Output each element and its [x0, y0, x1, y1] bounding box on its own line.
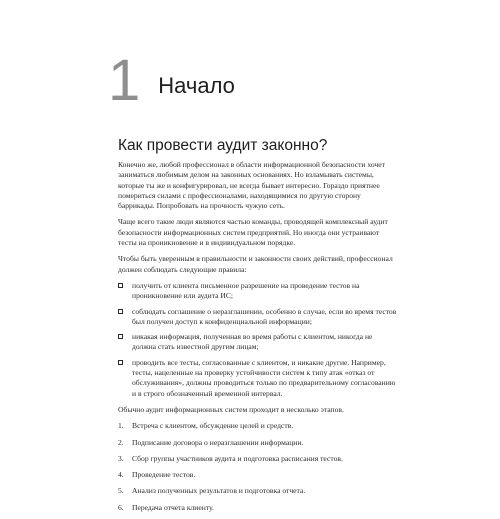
list-item-text: получить от клиента письменное разрешение на проведение тестов на проникновение или аудита ИС; [132, 280, 360, 301]
checkbox-bullet-icon [118, 283, 123, 288]
step-text: Передача отчета клиенту. [132, 502, 214, 512]
section-title: Как провести аудит законно? [118, 137, 328, 154]
step-text: Проведение тестов. [132, 470, 196, 480]
list-item [118, 454, 398, 464]
checkbox-bullet-icon [118, 334, 123, 339]
paragraph: Чтобы быть уверенным в правильности и законности своих действий, профессионал должен соблюдать следующие правила: [118, 254, 393, 274]
stages-list [118, 421, 398, 513]
checkbox-bullet-icon [118, 360, 123, 365]
paragraph: Обычно аудит информационных систем проходит в несколько этапов. [118, 404, 344, 414]
step-number: 5. [118, 486, 124, 496]
list-item [118, 470, 398, 480]
list-item [118, 281, 398, 302]
step-number: 2. [118, 437, 124, 447]
list-item-text: проводить все тесты, согласованные с клиентом, и никакие другие. Например, тесты, нацеленные на проверку устойчивости систем к типу атак «отказ от обслуживания», должны проводиться только по предварительному согласованию и в строго обозначенный временной интервал. [132, 357, 396, 398]
step-number: 6. [118, 502, 124, 512]
chapter-heading [108, 48, 235, 113]
list-item-text: никакая информация, полученная во время работы с клиентом, никогда не должна стать известной другим лицам; [132, 332, 373, 352]
chapter-number: 1 [108, 48, 141, 113]
step-text: Сбор группы участников аудита и подготовка расписания тестов. [132, 453, 343, 463]
list-item [118, 332, 398, 353]
step-text: Анализ полученных результатов и подготовка отчета. [132, 486, 306, 496]
checkbox-bullet-icon [118, 309, 123, 314]
list-item [118, 421, 398, 431]
paragraph: Чаще всего такие люди являются частью команды, проводящей комплексный аудит безопасности информационных систем предприятий. Но иногда они устраивают тесты на проникновение и в индивидуальном порядке. [118, 217, 388, 248]
list-item [118, 486, 398, 496]
list-item [118, 358, 398, 399]
step-number: 4. [118, 470, 124, 480]
body-text [118, 160, 398, 519]
step-text: Встреча с клиентом, обсуждение целей и средств. [132, 421, 294, 431]
chapter-title: Начало [158, 73, 235, 98]
step-text: Подписание договора о неразглашении информации. [132, 437, 304, 447]
list-item-text: соблюдать соглашение о неразглашении, особенно в случае, если во время тестов был получен доступ к конфиденциальной информации; [132, 306, 397, 326]
step-number: 1. [118, 421, 124, 431]
rules-list [118, 281, 398, 399]
step-number: 3. [118, 453, 124, 463]
paragraph: Конечно же, любой профессионал в области информационной безопасности хочет заниматься любимым делом на законных основаниях. Но взламывать системы, которые ты же и конфигурировал, не всегда бывает интересно. Гораздо приятнее помериться силами с профессионалами, находящимися по другую сторону баррикады. Попробовать на прочность чужую сеть. [118, 160, 385, 211]
list-item [118, 503, 398, 513]
list-item [118, 307, 398, 328]
list-item [118, 438, 398, 448]
